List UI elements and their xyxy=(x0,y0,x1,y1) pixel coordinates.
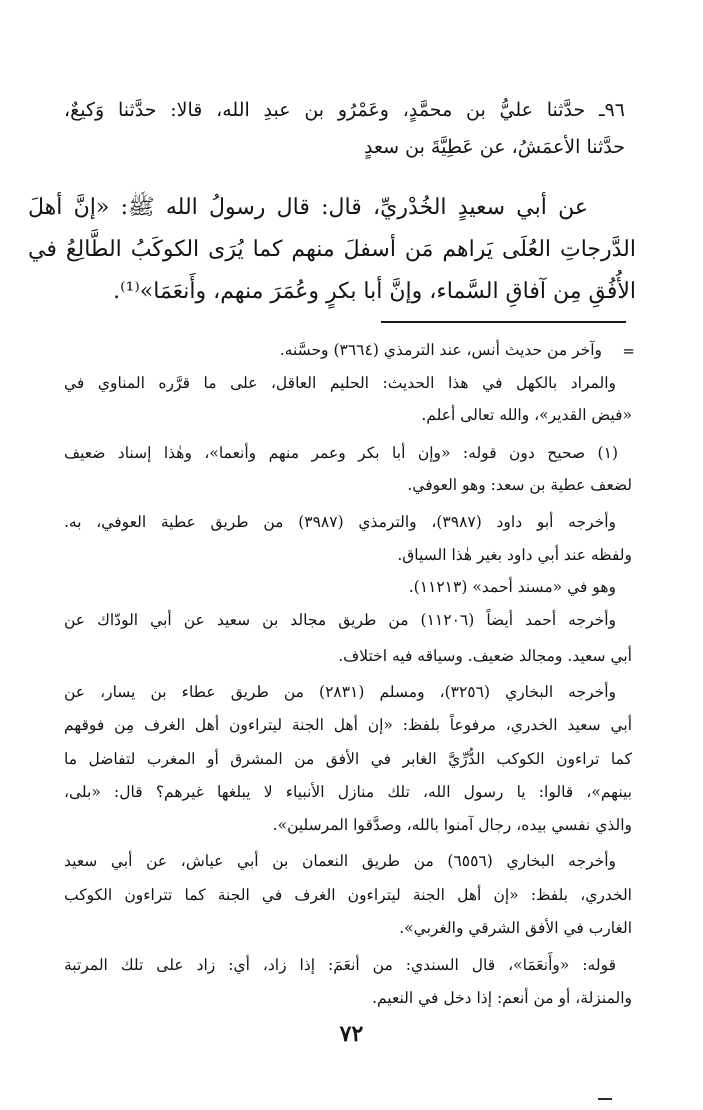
footnote-line: وأخرجه البخاري (٦٥٥٦) من طريق النعمان بن أبي عياش، عن أبي سعيد xyxy=(64,852,616,870)
footnote-line: لضعف عطية بن سعد: وهو العوفي. xyxy=(407,476,632,494)
footnote-separator xyxy=(381,321,626,323)
footnote-line: (١) صحيح دون قوله: «وإن أبا بكر وعمر منهم وأنعما»، وهٰذا إسناد ضعيف xyxy=(64,444,618,462)
footnote-line: وآخر من حديث أنس، عند الترمذي (٣٦٦٤) وحسَّنه. xyxy=(279,341,602,359)
footnote-line: وأخرجه أبو داود (٣٩٨٧)، والترمذي (٣٩٨٧) من طريق عطية العوفي، به. xyxy=(64,513,616,531)
hadith-text-line: الدَّرجاتِ العُلَى يَراهم مَن أسفلَ منهم كما يُرَى الكوكَبُ الطَّالِعُ في xyxy=(28,237,636,262)
footnote-line: وأخرجه أحمد أيضاً (١١٢٠٦) من طريق مجالد بن سعيد عن أبي الودّاك عن xyxy=(64,611,616,629)
footnote-line: ولفظه عند أبي داود بغير هٰذا السياق. xyxy=(397,546,632,564)
footnote-line: «فيض القدير»، والله تعالى أعلم. xyxy=(421,406,632,424)
footnote-line: كما تراءون الكوكب الدُّرِّيَّ الغابر في الأفق من المشرق أو المغرب لتفاضل ما xyxy=(64,750,632,768)
scan-artifact xyxy=(598,1098,612,1110)
footnote-line: الغارب في الأفق الشرقي والغربي». xyxy=(399,919,632,937)
page-number: ٧٢ xyxy=(339,1021,364,1047)
hadith-text-line: الأُفُقِ مِن آفاقِ السَّماء، وإنَّ أبا بكرٍ وعُمَرَ منهم، وأَنعَمَا»⁽¹⁾. xyxy=(113,279,636,304)
hadith-chain-line: حدَّثنا الأعمَشُ، عن عَطِيَّةَ بن سعدٍ xyxy=(364,136,625,158)
footnote-line: الخدري، بلفظ: «إن أهل الجنة ليتراءون الغرف في الجنة كما تتراءون الكوكب xyxy=(64,886,632,904)
hadith-text-line: عن أبي سعيدٍ الخُدْريِّ، قال: قال رسولُ الله ﷺ: «إنَّ أهلَ xyxy=(28,195,588,220)
footnote-line: والذي نفسي بيده، رجال آمنوا بالله، وصدَّقوا المرسلين». xyxy=(272,816,632,834)
footnote-line: أبي سعيد. ومجالد ضعيف. وسياقه فيه اختلاف. xyxy=(338,647,632,665)
footnote-line: أبي سعيد الخدري، مرفوعاً بلفظ: «إن أهل الجنة ليتراءون أهل الغرف مِن فوقهم xyxy=(64,716,632,734)
hadith-chain-line: ٩٦ـ حدَّثنا عليُّ بن محمَّدٍ، وعَمْرُو بن عبدِ الله، قالا: حدَّثنا وَكيعٌ، xyxy=(64,99,625,121)
footnote-line: والمنزلة، أو من أنعم: إذا دخل في النعيم. xyxy=(372,989,632,1007)
footnote-line: بينهم»، قالوا: يا رسول الله، تلك منازل الأنبياء لا يبلغها غيرهم؟ قال: «بلى، xyxy=(64,783,632,801)
footnote-continuation-marker: = xyxy=(622,342,635,360)
footnote-line: والمراد بالكهل في هذا الحديث: الحليم العاقل، على ما قرَّره المناوي في xyxy=(64,374,616,392)
footnote-line: وهو في «مسند أحمد» (١١٢١٣). xyxy=(408,578,616,596)
footnote-line: قوله: «وأَنعَمَا»، قال السندي: من أنعَمَ: إذا زاد، أي: زاد على تلك المرتبة xyxy=(64,956,616,974)
footnote-line: وأخرجه البخاري (٣٢٥٦)، ومسلم (٢٨٣١) من طريق عطاء بن يسار، عن xyxy=(64,683,616,701)
